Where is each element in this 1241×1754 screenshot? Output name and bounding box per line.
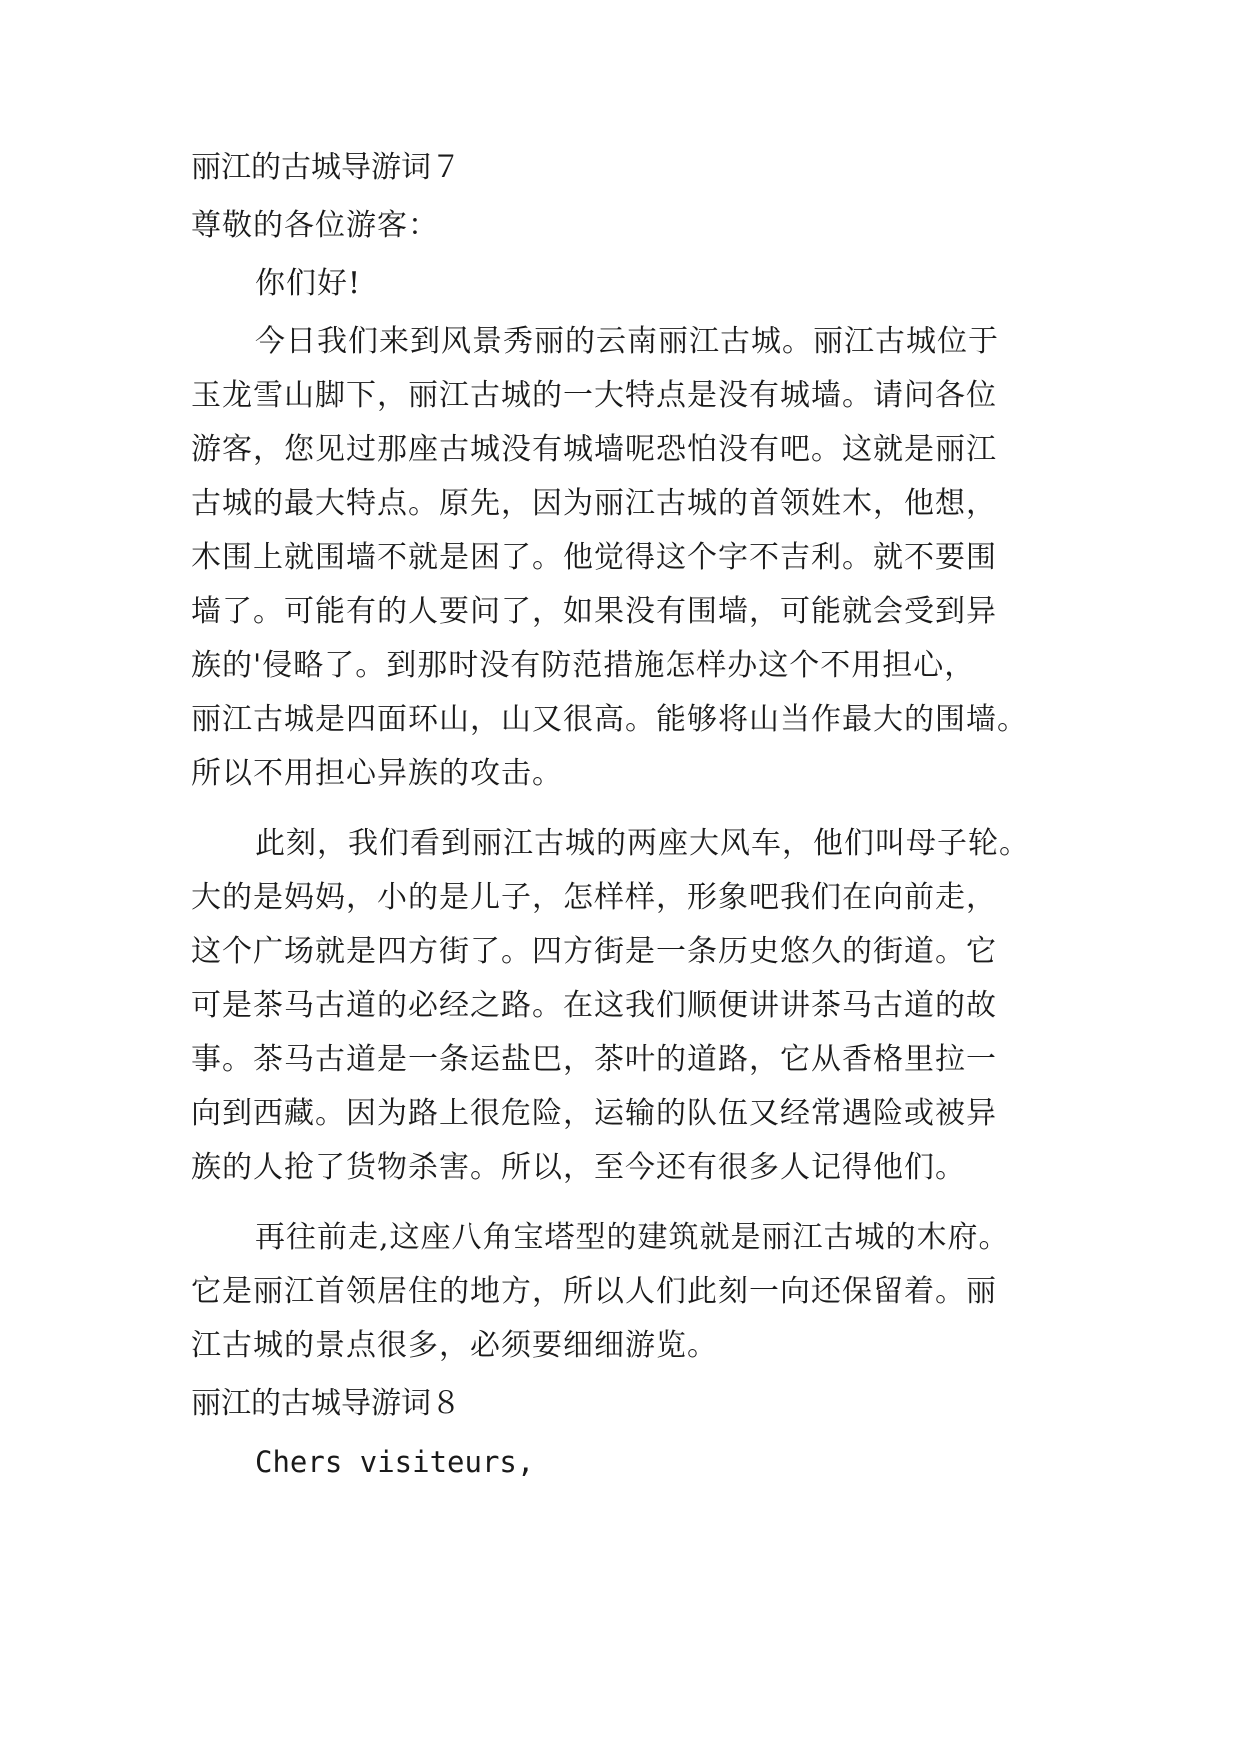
paragraph-line: 所以不用担心异族的攻击。 (191, 756, 563, 791)
section-title: 丽江的古城导游词７ (191, 150, 461, 185)
paragraph-line: 古城的最大特点。原先，因为丽江古城的首领姓木，他想， (191, 486, 997, 521)
paragraph-line: 再往前走,这座八角宝塔型的建筑就是丽江古城的木府。 (255, 1220, 1010, 1255)
paragraph-line: 族的人抢了货物杀害。所以，至今还有很多人记得他们。 (191, 1150, 966, 1185)
section-title: 丽江的古城导游词８ (191, 1386, 461, 1421)
paragraph-line: 它是丽江首领居住的地方，所以人们此刻一向还保留着。丽 (191, 1274, 997, 1309)
paragraph-line: 江古城的景点很多，必须要细细游览。 (191, 1328, 718, 1363)
paragraph-line: 此刻，我们看到丽江古城的两座大风车，他们叫母子轮。 (255, 826, 1030, 861)
paragraph-line: 族的'侵略了。到那时没有防范措施怎样办这个不用担心， (191, 648, 976, 683)
paragraph-line: 丽江古城是四面环山，山又很高。能够将山当作最大的围墙。 (191, 702, 1028, 737)
opening-line: Chers visiteurs, (255, 1445, 535, 1479)
paragraph-line: 今日我们来到风景秀丽的云南丽江古城。丽江古城位于 (255, 324, 999, 359)
paragraph-line: 事。茶马古道是一条运盐巴，茶叶的道路，它从香格里拉一 (191, 1042, 997, 1077)
paragraph-line: 玉龙雪山脚下，丽江古城的一大特点是没有城墙。请问各位 (191, 378, 997, 413)
greeting: 你们好! (255, 266, 362, 301)
salutation: 尊敬的各位游客： (191, 208, 439, 243)
paragraph-line: 可是茶马古道的必经之路。在这我们顺便讲讲茶马古道的故 (191, 988, 997, 1023)
paragraph-line: 大的是妈妈，小的是儿子，怎样样，形象吧我们在向前走， (191, 880, 997, 915)
paragraph-line: 向到西藏。因为路上很危险，运输的队伍又经常遇险或被异 (191, 1096, 997, 1131)
paragraph-line: 墙了。可能有的人要问了，如果没有围墙，可能就会受到异 (191, 594, 997, 629)
paragraph-line: 木围上就围墙不就是困了。他觉得这个字不吉利。就不要围 (191, 540, 997, 575)
paragraph-line: 游客，您见过那座古城没有城墙呢恐怕没有吧。这就是丽江 (191, 432, 997, 467)
paragraph-line: 这个广场就是四方街了。四方街是一条历史悠久的街道。它 (191, 934, 997, 969)
